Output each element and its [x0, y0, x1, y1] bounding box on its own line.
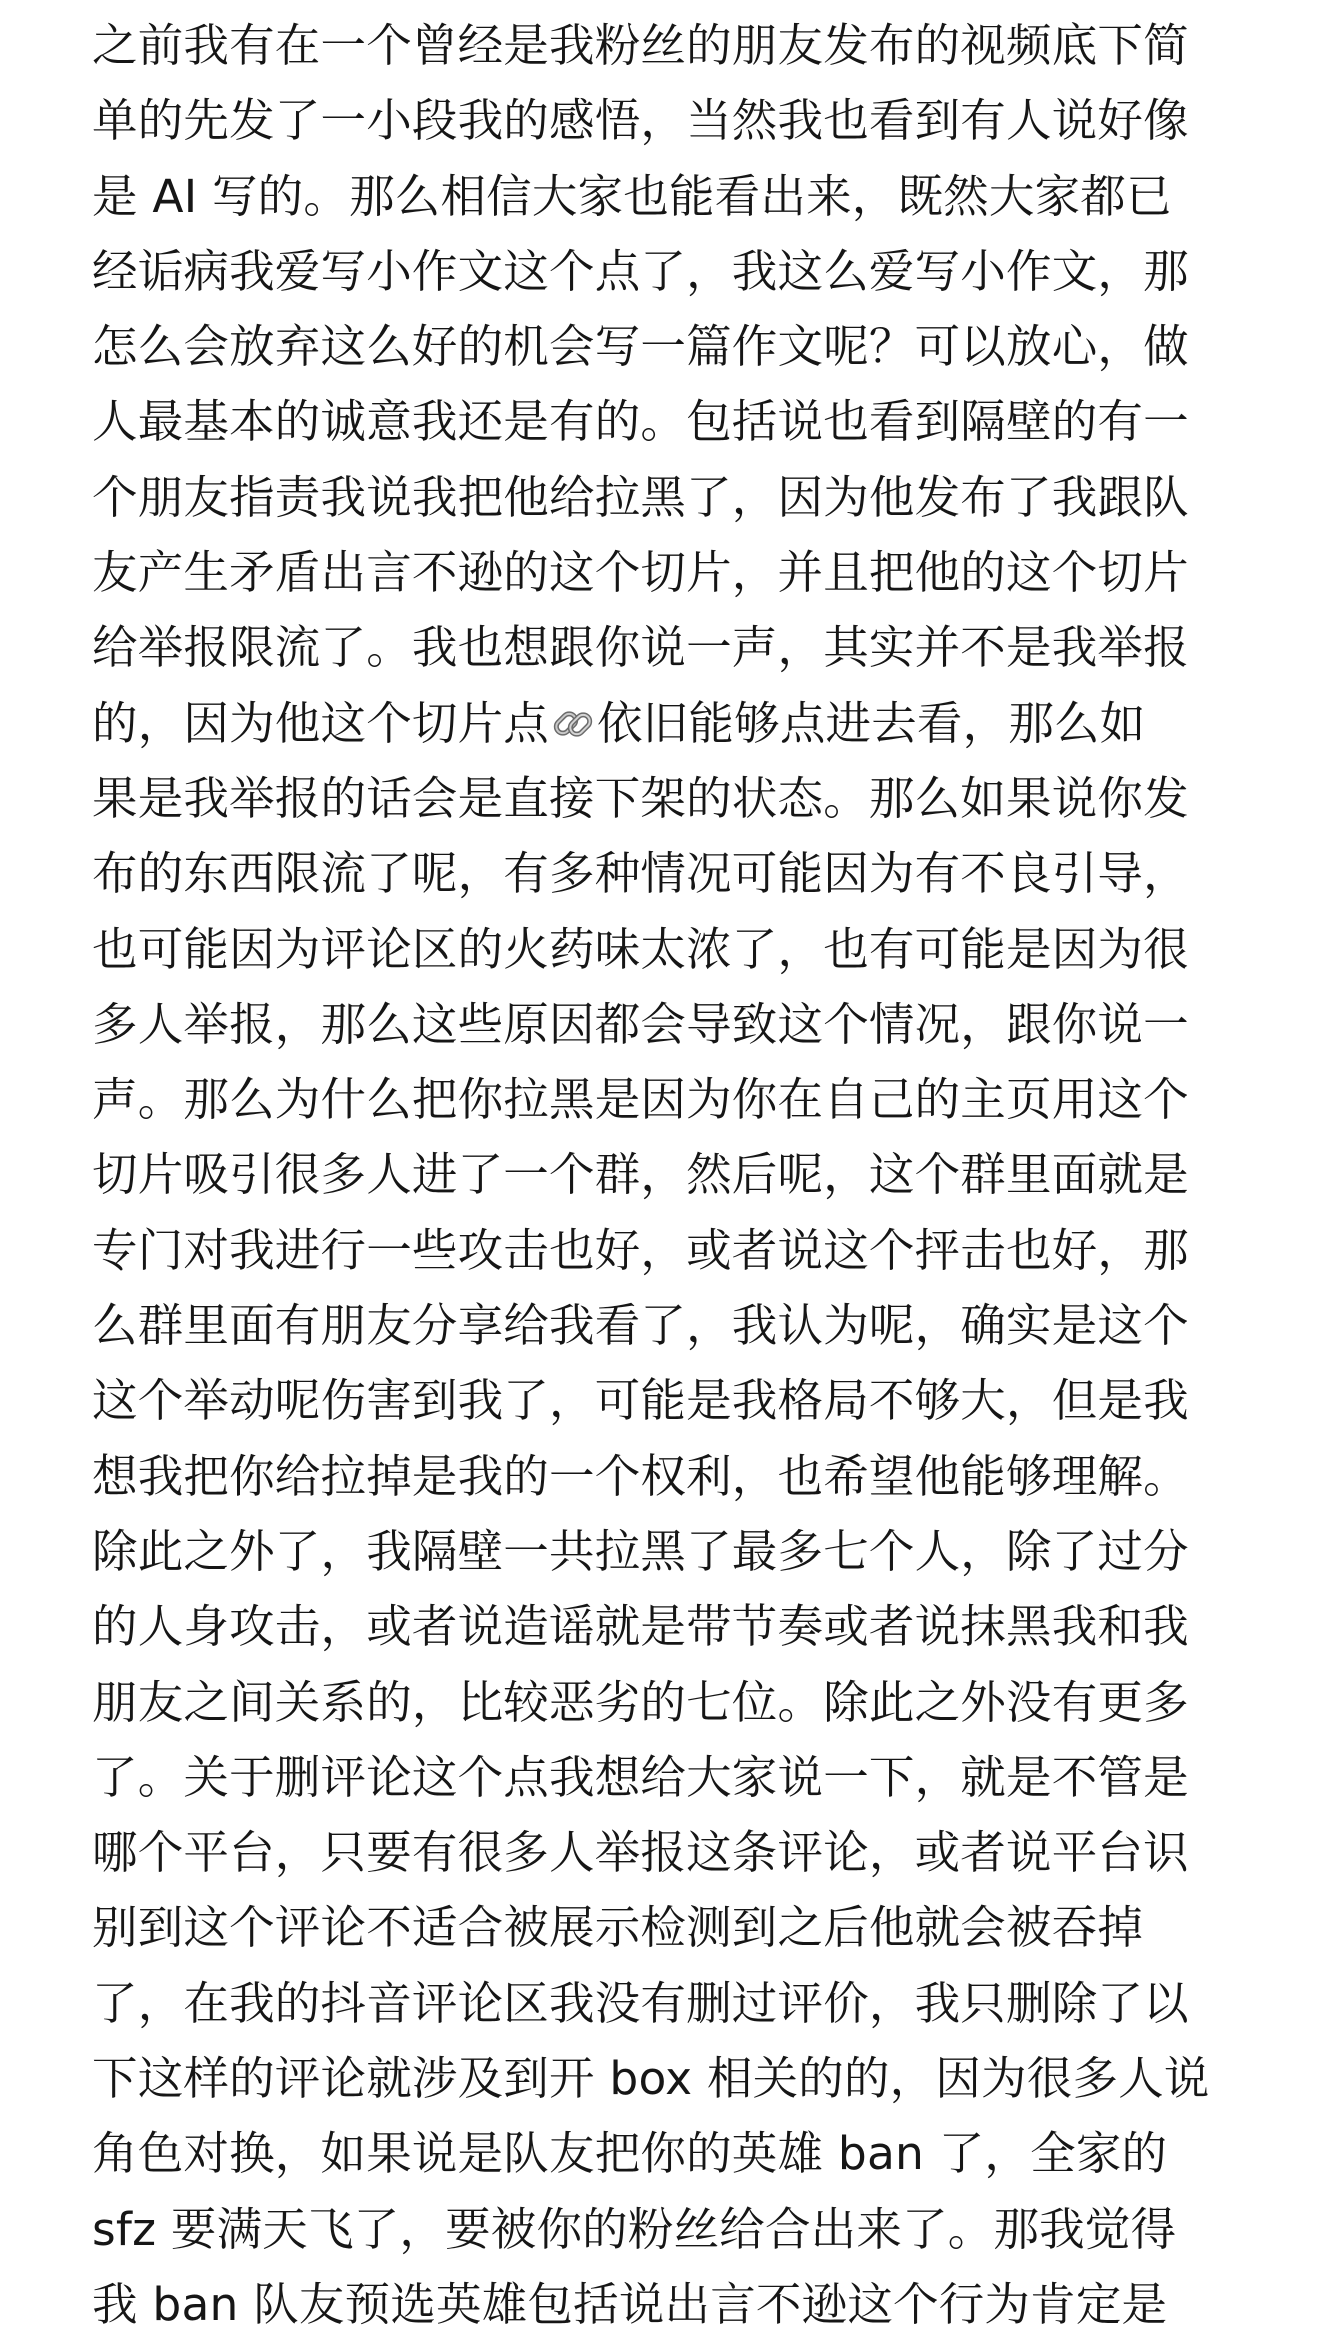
text-line-10	[92, 686, 1252, 761]
text-line-7: 个朋友指责我说我把他给拉黑了，因为他发布了我跟队	[92, 470, 1189, 524]
text-line-27: 了，在我的抖音评论区我没有删过评价，我只删除了以	[92, 1976, 1189, 2030]
text-line-20: 想我把你给拉掉是我的一个权利，也希望他能够理解。	[92, 1449, 1189, 1503]
document-body	[92, 8, 1252, 2334]
text-line-25: 哪个平台，只要有很多人举报这条评论，或者说平台识	[92, 1826, 1189, 1880]
text-line-23: 朋友之间关系的，比较恶劣的七位。除此之外没有更多	[92, 1675, 1189, 1729]
link-icon	[551, 702, 595, 746]
text-line-16: 切片吸引很多人进了一个群，然后呢，这个群里面就是	[92, 1148, 1189, 1202]
text-line-21: 除此之外了，我隔壁一共拉黑了最多七个人，除了过分	[92, 1524, 1189, 1578]
text-line-5: 怎么会放弃这么好的机会写一篇作文呢？可以放心，做	[92, 320, 1189, 374]
text-line-28: 下这样的评论就涉及到开 box 相关的的，因为很多人说	[92, 2052, 1210, 2106]
text-line-9: 给举报限流了。我也想跟你说一声，其实并不是我举报	[92, 621, 1189, 675]
text-line-19: 这个举动呢伤害到我了，可能是我格局不够大，但是我	[92, 1374, 1189, 1428]
text-line-12: 布的东西限流了呢，有多种情况可能因为有不良引导，	[92, 847, 1189, 901]
text-line-4: 经诟病我爱写小作文这个点了，我这么爱写小作文，那	[92, 244, 1189, 298]
text-line-11: 果是我举报的话会是直接下架的状态。那么如果说你发	[92, 771, 1189, 825]
text-line-10-end: 依旧能够点进去看，那么如	[597, 696, 1146, 750]
text-line-1: 之前我有在一个曾经是我粉丝的朋友发布的视频底下简	[92, 19, 1189, 72]
text-line-17: 专门对我进行一些攻击也好，或者说这个抨击也好，那	[92, 1223, 1189, 1277]
text-line-18: 么群里面有朋友分享给我看了，我认为呢，确实是这个	[92, 1299, 1189, 1353]
text-line-14: 多人举报，那么这些原因都会导致这个情况，跟你说一	[92, 997, 1189, 1051]
text-line-31: 我 ban 队友预选英雄包括说出言不逊这个行为肯定是	[92, 2277, 1168, 2331]
text-line-8: 友产生矛盾出言不逊的这个切片，并且把他的这个切片	[92, 546, 1189, 600]
text-line-22: 的人身攻击，或者说造谣就是带节奏或者说抹黑我和我	[92, 1600, 1189, 1654]
text-line-2: 单的先发了一小段我的感悟，当然我也看到有人说好像	[92, 94, 1189, 148]
text-line-10-start: 的，因为他这个切片点	[92, 696, 550, 750]
text-line-30: sfz 要满天飞了，要被你的粉丝给合出来了。那我觉得	[92, 2202, 1177, 2256]
text-line-3: 是 AI 写的。那么相信大家也能看出来，既然大家都已	[92, 169, 1172, 223]
text-line-15: 声。那么为什么把你拉黑是因为你在自己的主页用这个	[92, 1073, 1189, 1127]
text-line-24: 了。关于删评论这个点我想给大家说一下，就是不管是	[92, 1750, 1189, 1804]
text-line-29: 角色对换，如果说是队友把你的英雄 ban 了，全家的	[92, 2127, 1168, 2181]
text-line-13: 也可能因为评论区的火药味太浓了，也有可能是因为很	[92, 922, 1189, 976]
text-line-26: 别到这个评论不适合被展示检测到之后他就会被吞掉	[92, 1901, 1144, 1955]
text-line-6: 人最基本的诚意我还是有的。包括说也看到隔壁的有一	[92, 395, 1189, 449]
